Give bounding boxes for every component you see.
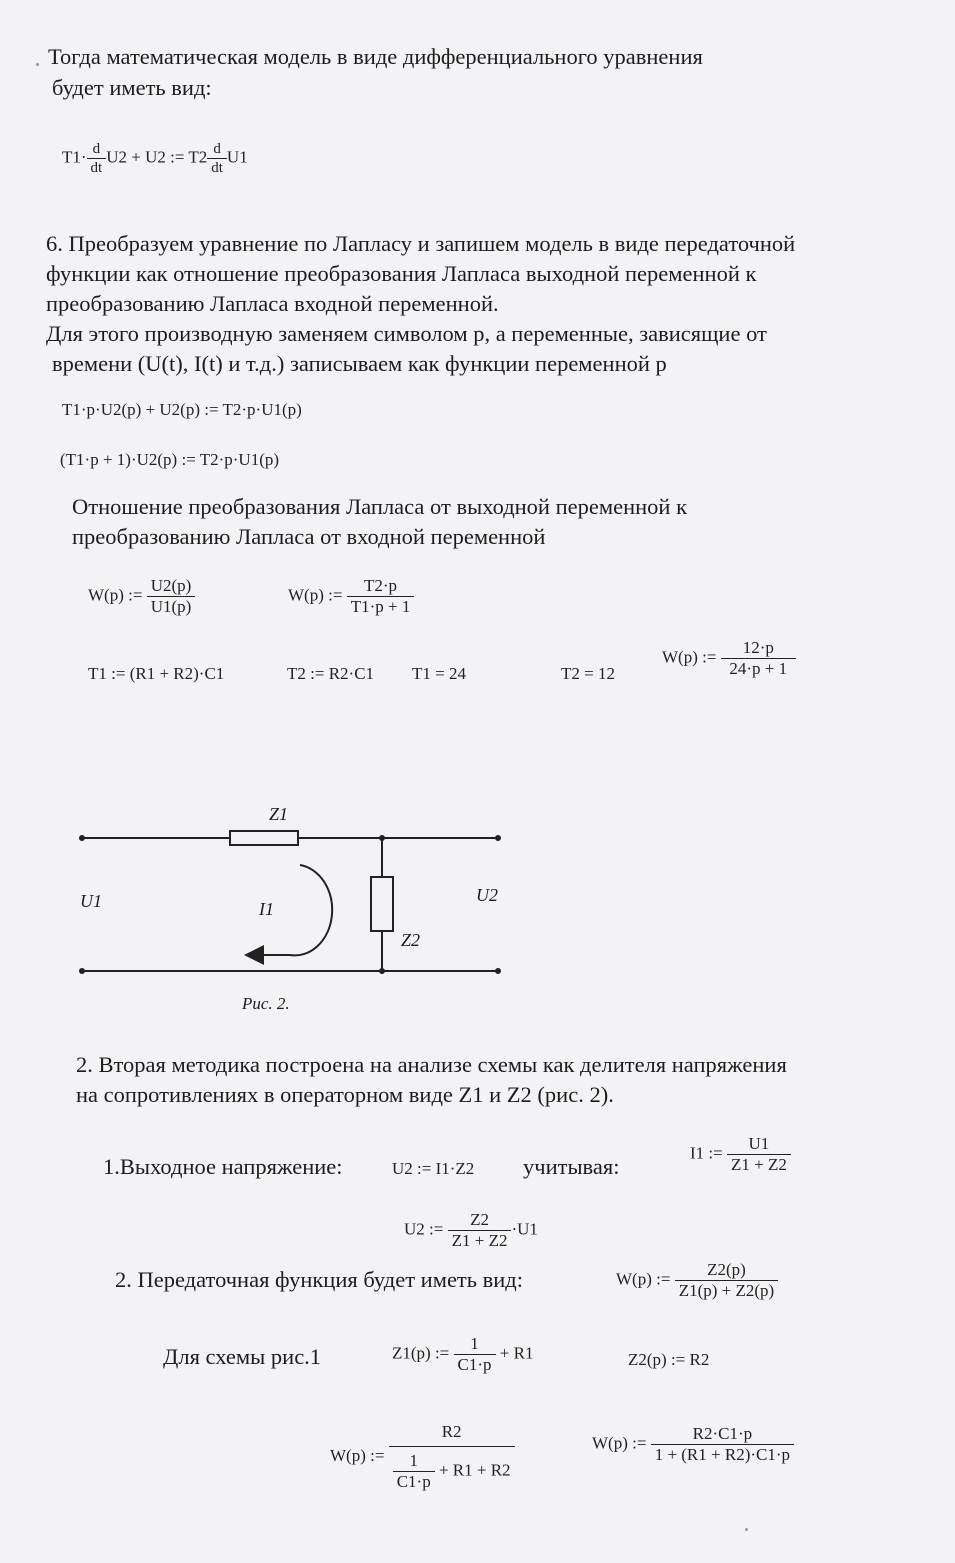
intro-line-2: будет иметь вид:	[52, 75, 212, 100]
scan-speck	[745, 1528, 748, 1531]
transfer-function-ratio: W(p) := $\frac{U2(p)}{U1(p)}$	[88, 576, 195, 617]
terminal-dot	[79, 968, 85, 974]
z1-impedance: Z1(p) := $\frac{1}{C1\cdot p}$ + R1	[392, 1334, 534, 1374]
step6-line-2: функции как отношение преобразования Лапласа выходной переменной к	[46, 261, 757, 286]
label-z1: Z1	[269, 804, 289, 824]
fraction: $\frac{1}{C1\cdot p}$	[393, 1451, 435, 1492]
derivative-operator: $\frac{d}{dt}$	[87, 140, 107, 177]
label-z2: Z2	[401, 930, 421, 950]
transfer-function-expanded: W(p) := R2 $\frac{1}{C1\cdot p}$ + R1 + R2	[330, 1422, 515, 1492]
laplace-equation-1: T1·p·U2(p) + U2(p) := T2·p·U1(p)	[62, 400, 302, 419]
label-u1: U1	[80, 891, 102, 911]
resistor-z1	[230, 831, 298, 845]
t2-value: T2 = 12	[561, 664, 615, 683]
derivative-operator: $\frac{d}{dt}$	[207, 140, 227, 177]
z2-impedance: Z2(p) := R2	[628, 1350, 710, 1369]
step6-line-4: Для этого производную заменяем символом p, а переменные, зависящие от	[46, 321, 767, 346]
fraction: $\frac{Z2(p)}{Z1(p) + Z2(p)}$	[675, 1260, 779, 1301]
t1-definition: T1 := (R1 + R2)·C1	[88, 664, 225, 683]
fraction: $\frac{U1}{Z1 + Z2}$	[727, 1134, 791, 1175]
method2-line-2: на сопротивлениях в операторном виде Z1 и Z2 (рис. 2).	[76, 1082, 614, 1107]
fraction: $\frac{Z2}{Z1 + Z2}$	[448, 1210, 512, 1251]
laplace-equation-2: (T1·p + 1)·U2(p) := T2·p·U1(p)	[60, 450, 280, 469]
current-equation: I1 := $\frac{U1}{Z1 + Z2}$	[690, 1134, 791, 1175]
output-voltage-equation: U2 := I1·Z2	[392, 1159, 475, 1178]
junction-dot	[379, 968, 385, 974]
circuit-diagram	[70, 795, 510, 995]
terminal-dot	[79, 835, 85, 841]
fraction: $\frac{T2\cdot p}{T1\cdot p + 1}$	[347, 576, 415, 617]
step6-line-3: преобразованию Лапласа входной переменной.	[46, 291, 499, 316]
scan-speck	[36, 63, 39, 66]
differential-equation: T1· $\frac{d}{dt}$ U2 + U2 := T2 $\frac{d}{dt}$ U1	[62, 141, 248, 176]
terminal-dot	[495, 835, 501, 841]
transfer-function-label: 2. Передаточная функция будет иметь вид:	[115, 1267, 524, 1292]
ratio-line-2: преобразованию Лапласа от входной переменной	[72, 524, 546, 549]
figure-caption: Рис. 2.	[242, 994, 290, 1013]
considering-label: учитывая:	[523, 1154, 620, 1179]
compound-fraction: R2 $\frac{1}{C1\cdot p}$ + R1 + R2	[389, 1422, 515, 1492]
t2-definition: T2 := R2·C1	[287, 664, 375, 683]
fraction: $\frac{1}{C1\cdot p}$	[454, 1334, 496, 1375]
u2-substitution: U2 := $\frac{Z2}{Z1 + Z2}$ ·U1	[404, 1210, 538, 1250]
t1-value: T1 = 24	[412, 664, 466, 683]
fraction: $\frac{U2(p)}{U1(p)}$	[147, 576, 196, 617]
transfer-function-simplified: W(p) := $\frac{R2\cdot C1\cdot p}{1 + (R1 + R2)\cdot C1\cdot p}$	[592, 1424, 794, 1465]
transfer-function-numeric: W(p) := $\frac{12\cdot p}{24\cdot p + 1}$	[662, 638, 796, 679]
resistor-z2	[371, 877, 393, 931]
fraction: $\frac{12\cdot p}{24\cdot p + 1}$	[721, 638, 796, 679]
method2-line-1: 2. Вторая методика построена на анализе схемы как делителя напряжения	[76, 1052, 787, 1077]
ratio-line-1: Отношение преобразования Лапласа от выходной переменной к	[72, 494, 688, 519]
fraction: $\frac{R2\cdot C1\cdot p}{1 + (R1 + R2)\cdot C1\cdot p}$	[651, 1424, 794, 1465]
terminal-dot	[495, 968, 501, 974]
step6-line-5: времени (U(t), I(t) и т.д.) записываем как функции переменной p	[52, 351, 667, 376]
junction-dot	[379, 835, 385, 841]
transfer-function-time-constants: W(p) := $\frac{T2\cdot p}{T1\cdot p + 1}$	[288, 576, 414, 617]
transfer-function-general: W(p) := $\frac{Z2(p)}{Z1(p) + Z2(p)}$	[616, 1260, 778, 1301]
step6-line-1: 6. Преобразуем уравнение по Лапласу и запишем модель в виде передаточной	[46, 231, 796, 256]
label-i1: I1	[259, 899, 274, 919]
output-voltage-label: 1.Выходное напряжение:	[103, 1154, 343, 1179]
scheme1-label: Для схемы рис.1	[163, 1344, 322, 1369]
label-u2: U2	[476, 885, 498, 905]
intro-line-1: Тогда математическая модель в виде дифференциального уравнения	[48, 44, 703, 69]
